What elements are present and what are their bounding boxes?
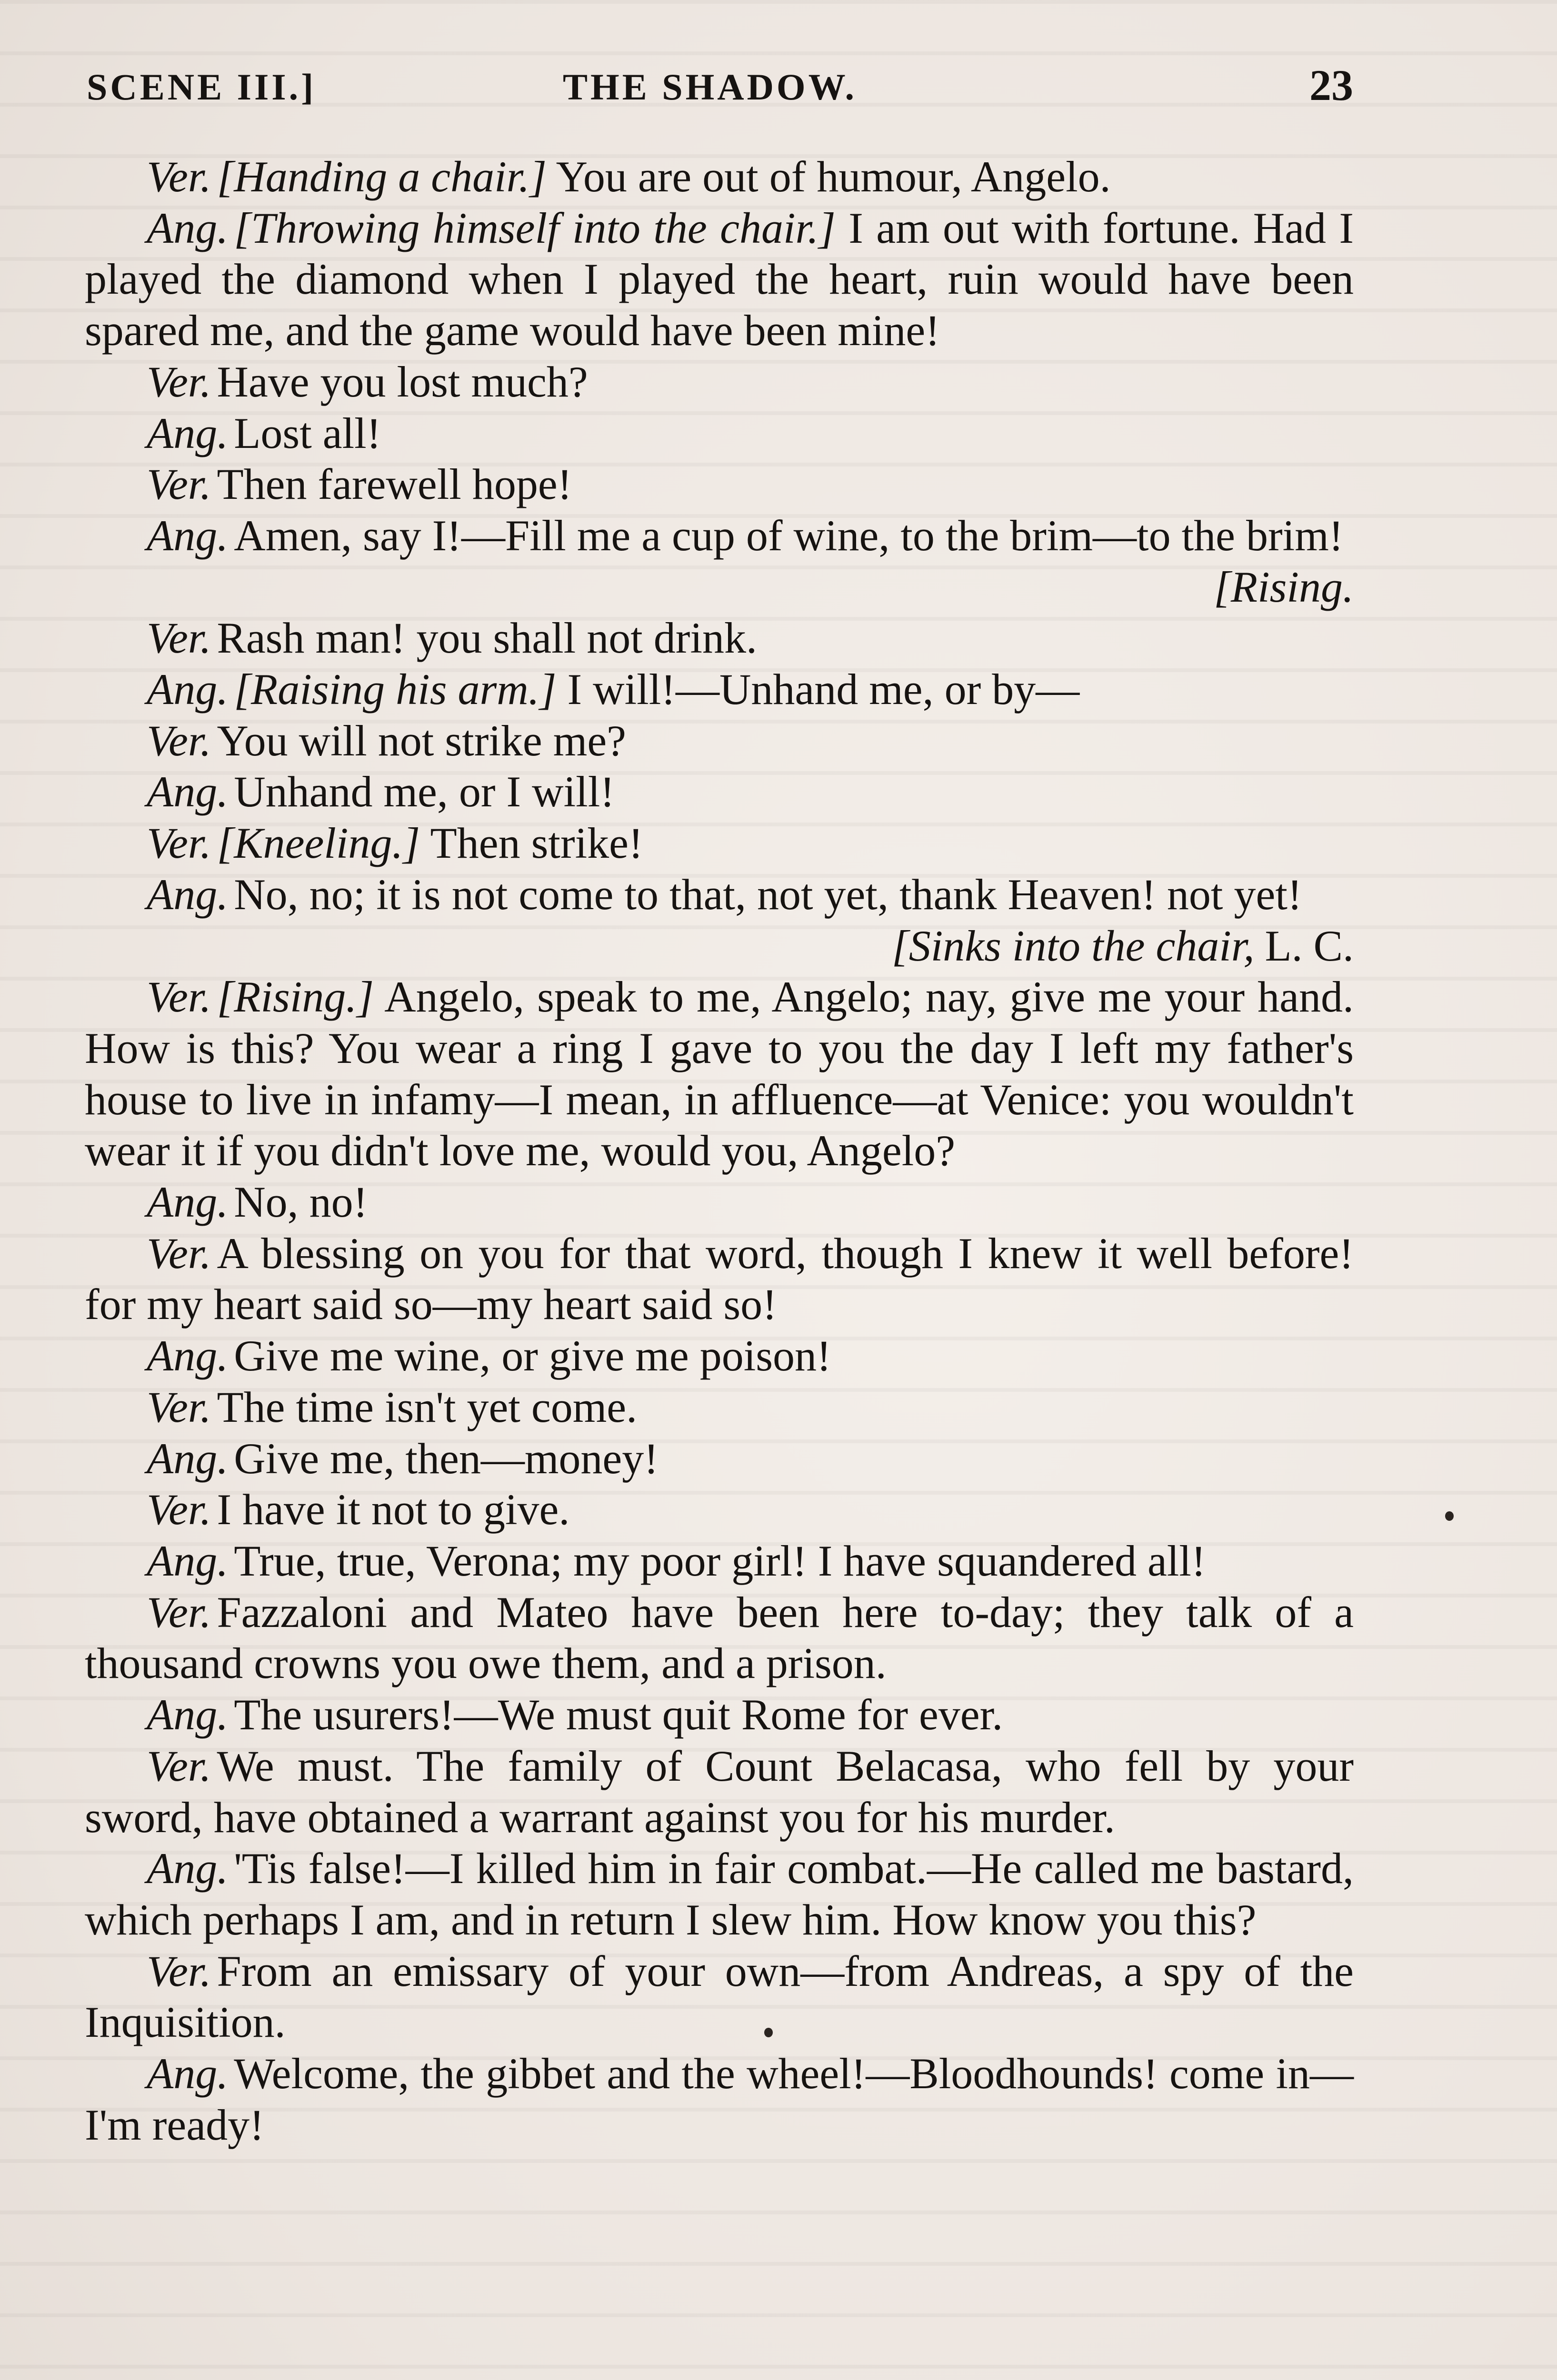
- speaker-name: Ver.: [147, 1741, 211, 1790]
- ink-speck: [1445, 1511, 1454, 1521]
- speaker-name: Ang.: [147, 2049, 229, 2098]
- speech-text: 'Tis false!—I killed him in fair combat.—He called me bastard, which perhaps I am, and in return I slew him. How know you this?: [85, 1844, 1354, 1944]
- speaker-name: Ver.: [147, 819, 211, 868]
- ink-speck: [764, 2028, 773, 2037]
- running-title: THE SHADOW.: [563, 66, 857, 108]
- speech-text: Give me, then—money!: [234, 1434, 659, 1483]
- speech: [85, 459, 1354, 510]
- speech-text: Unhand me, or I will!: [234, 767, 615, 816]
- speech-text: You are out of humour, Angelo.: [547, 152, 1111, 201]
- speech: [85, 1330, 1354, 1382]
- speech-text: We must. The family of Count Belacasa, who fell by your sword, have obtained a warrant against you for his murder.: [85, 1741, 1354, 1842]
- speaker-name: Ang.: [147, 870, 229, 919]
- speaker-name: Ang.: [147, 408, 229, 457]
- speech: [85, 357, 1354, 408]
- running-header: [87, 56, 1353, 123]
- speech: [85, 766, 1354, 818]
- speech-text: Welcome, the gibbet and the wheel!—Bloodhounds! come in—I'm ready!: [85, 2049, 1354, 2149]
- speech: [85, 869, 1354, 972]
- speech-text: The usurers!—We must quit Rome for ever.: [234, 1690, 1003, 1739]
- speech-text: Give me wine, or give me poison!: [234, 1331, 831, 1380]
- speech-text: No, no; it is not come to that, not yet, thank Heaven! not yet!: [234, 870, 1302, 919]
- speaker-name: Ang.: [147, 665, 229, 714]
- speaker-name: Ang.: [147, 1434, 229, 1483]
- speech-text: I have it not to give.: [217, 1485, 570, 1534]
- speech: [85, 664, 1354, 715]
- speech: [85, 408, 1354, 459]
- speech: [85, 715, 1354, 767]
- speech: [85, 1536, 1354, 1587]
- end-stage-direction: [85, 562, 1354, 613]
- speech: [85, 1177, 1354, 1228]
- speech: [85, 1587, 1354, 1689]
- speech: [85, 613, 1354, 664]
- speaker-name: Ang.: [147, 1844, 229, 1893]
- speech: [85, 972, 1354, 1177]
- speaker-name: Ver.: [147, 614, 211, 663]
- speech-text: Then strike!: [420, 819, 643, 868]
- speech-text: Then farewell hope!: [217, 460, 572, 509]
- speaker-name: Ver.: [147, 1229, 211, 1278]
- end-direction-text: [Rising.: [1214, 562, 1354, 611]
- speaker-name: Ang.: [147, 1690, 229, 1739]
- scene-label: SCENE III.]: [87, 66, 317, 108]
- speech: [85, 1484, 1354, 1536]
- speaker-name: Ver.: [147, 152, 211, 201]
- speech-text: From an emissary of your own—from Andreas, a spy of the Inquisition.: [85, 1946, 1354, 2047]
- speaker-name: Ang.: [147, 767, 229, 816]
- speaker-name: Ver.: [147, 716, 211, 765]
- speaker-name: Ang.: [147, 511, 229, 560]
- speech: [85, 1689, 1354, 1741]
- stage-direction: [Raising his arm.]: [234, 665, 557, 714]
- stage-direction: [Throwing himself into the chair.]: [234, 203, 836, 252]
- end-stage-direction: [85, 921, 1354, 972]
- speech-text: You will not strike me?: [217, 716, 626, 765]
- speaker-name: Ang.: [147, 1178, 229, 1227]
- speech: [85, 1946, 1354, 2048]
- speaker-name: Ver.: [147, 1485, 211, 1534]
- speech: [85, 818, 1354, 869]
- speaker-name: Ver.: [147, 1382, 211, 1431]
- speaker-name: Ang.: [147, 1536, 229, 1585]
- stage-direction: [Rising.]: [217, 972, 374, 1021]
- speech-text: Fazzaloni and Mateo have been here to-day; they talk of a thousand crowns you owe them, and a prison.: [85, 1587, 1354, 1688]
- speech: [85, 151, 1354, 203]
- speech: [85, 1382, 1354, 1433]
- speech: [85, 1433, 1354, 1485]
- speech-text: A blessing on you for that word, though I knew it well before! for my heart said so—my heart said so!: [85, 1229, 1354, 1329]
- speech: [85, 203, 1354, 357]
- stage-position: L. C.: [1265, 921, 1354, 970]
- speech-text: No, no!: [234, 1178, 368, 1227]
- speaker-name: Ver.: [147, 1946, 211, 1995]
- speech: [85, 2048, 1354, 2151]
- speech-text: Angelo, speak to me, Angelo; nay, give me your hand. How is this? You wear a ring I gave to you the day I left my father's house to live in infamy—I mean, in affluence—at Venice: you wouldn't wear it if you didn't love me, would you, Angelo?: [85, 972, 1354, 1175]
- speech-text: I am out with fortune. Had I played the diamond when I played the heart, ruin would have been spared me, and the game would have been mine!: [85, 203, 1354, 355]
- speaker-name: Ang.: [147, 1331, 229, 1380]
- speaker-name: Ang.: [147, 203, 229, 252]
- speech-text: Amen, say I!—Fill me a cup of wine, to the brim—to the brim!: [234, 511, 1344, 560]
- end-direction-text: [Sinks into the chair,: [891, 921, 1255, 970]
- speaker-name: Ver.: [147, 972, 211, 1021]
- speaker-name: Ver.: [147, 1587, 211, 1636]
- speech-text: The time isn't yet come.: [217, 1382, 638, 1431]
- speech: [85, 510, 1354, 613]
- speech-text: Rash man! you shall not drink.: [217, 614, 757, 663]
- stage-direction: [Handing a chair.]: [217, 152, 547, 201]
- speech-text: Have you lost much?: [217, 357, 588, 406]
- speech-text: Lost all!: [234, 408, 381, 457]
- speech: [85, 1228, 1354, 1330]
- speech: [85, 1843, 1354, 1945]
- speech-text: I will!—Unhand me, or by—: [556, 665, 1080, 714]
- speech: [85, 1741, 1354, 1843]
- speaker-name: Ver.: [147, 357, 211, 406]
- speaker-name: Ver.: [147, 460, 211, 509]
- stage-direction: [Kneeling.]: [217, 819, 420, 868]
- dialogue-body: [85, 151, 1354, 2151]
- speech-text: True, true, Verona; my poor girl! I have squandered all!: [234, 1536, 1206, 1585]
- page-number: 23: [1309, 61, 1353, 109]
